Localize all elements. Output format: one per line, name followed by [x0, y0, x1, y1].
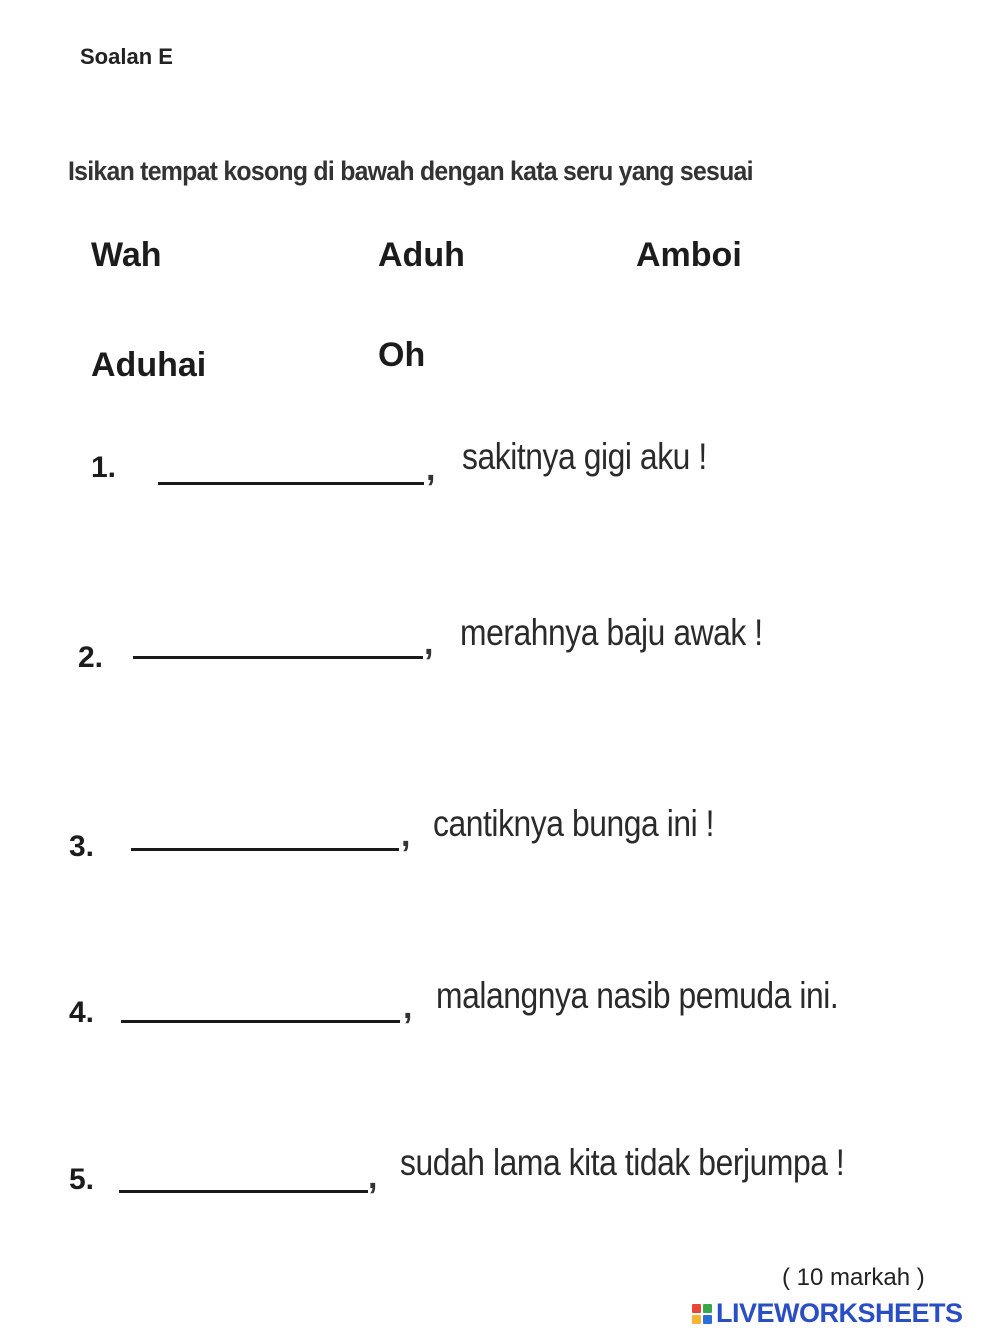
word-bank-item: Aduh: [378, 236, 465, 274]
comma: ,: [403, 988, 413, 1026]
comma: ,: [426, 450, 436, 488]
liveworksheets-logo: [692, 1298, 963, 1329]
answer-blank-5[interactable]: [119, 1190, 368, 1193]
logo-square: [692, 1315, 701, 1324]
logo-square: [703, 1304, 712, 1313]
question-number: 2.: [78, 641, 104, 674]
word-bank-item: Aduhai: [91, 346, 207, 384]
word-bank-item: Oh: [378, 336, 426, 374]
question-sentence: merahnya baju awak !: [460, 612, 763, 653]
question-number: 5.: [69, 1163, 95, 1196]
page-title: Soalan E: [80, 44, 173, 69]
question-number: 1.: [91, 451, 117, 484]
question-sentence: sakitnya gigi aku !: [462, 436, 707, 477]
word-bank-item: Wah: [91, 236, 162, 274]
logo-square: [703, 1315, 712, 1324]
answer-blank-1[interactable]: [158, 482, 424, 485]
marks-note: ( 10 markah ): [782, 1264, 925, 1291]
comma: ,: [401, 816, 411, 854]
answer-blank-2[interactable]: [133, 656, 423, 659]
word-bank-item: Amboi: [636, 236, 742, 274]
brand-name: LIVEWORKSHEETS: [716, 1298, 963, 1328]
answer-blank-4[interactable]: [121, 1020, 400, 1023]
comma: ,: [424, 624, 434, 662]
question-number: 3.: [69, 830, 95, 863]
logo-square: [692, 1304, 701, 1313]
question-sentence: sudah lama kita tidak berjumpa !: [400, 1142, 845, 1183]
instruction-text: Isikan tempat kosong di bawah dengan kata seru yang sesuai: [68, 156, 753, 186]
comma: ,: [368, 1158, 378, 1196]
question-number: 4.: [69, 996, 95, 1029]
logo-grid-icon: [692, 1304, 712, 1324]
answer-blank-3[interactable]: [131, 848, 399, 851]
question-sentence: malangnya nasib pemuda ini.: [436, 975, 839, 1016]
question-sentence: cantiknya bunga ini !: [433, 803, 715, 844]
